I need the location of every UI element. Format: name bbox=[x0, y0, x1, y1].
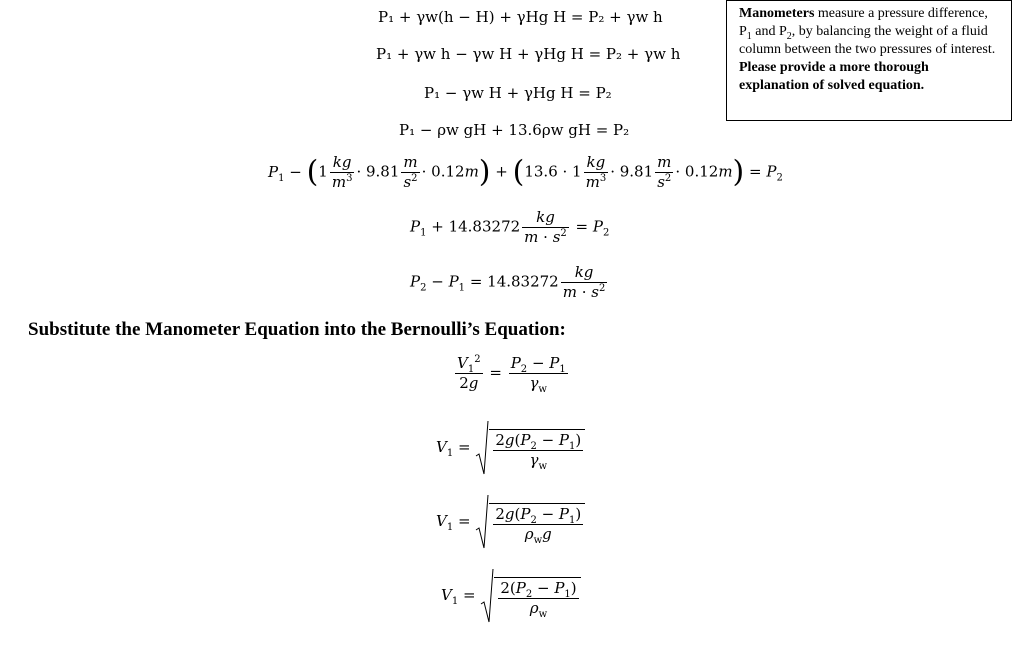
section-heading: Substitute the Manometer Equation into the Bernoulli’s Equation: bbox=[28, 319, 566, 340]
note-text-2: and P bbox=[751, 24, 787, 39]
equation-1 bbox=[378, 10, 663, 25]
note-sub-1: 1 bbox=[746, 30, 752, 42]
equation-2 bbox=[376, 47, 680, 62]
equation-3 bbox=[424, 86, 612, 101]
equation-9: $V_1$ = $\frac{2g(P_2 - P_1)}{\gamma_w}$ bbox=[436, 420, 585, 476]
equation-5-g: · 9.81 bbox=[356, 162, 400, 181]
equation-6: $P_1 + 14.83272$ $\frac{kg}{m \cdot s^2}$ = $P_2$ bbox=[410, 208, 610, 246]
equation-5-h: · 0.12 bbox=[421, 162, 465, 181]
equation-5: $P_1 - (1$ $\frac{kg}{m^3}$ · 9.81 $\frac{m}{s^2}$ · 0.12m) + (13.6 · 1 $\frac{kg}{m^3}$ · 9.81 $\frac{m}{s^2}$ · $0.12m) = P_2$ bbox=[268, 153, 783, 191]
equation-7-coef: 14.83272 bbox=[487, 272, 559, 291]
note-sub-2: 2 bbox=[786, 30, 792, 42]
note-text-3: , by balancing the weight of a fluid column between the two pressures of interest. bbox=[739, 24, 996, 57]
equation-8: $\frac{V_1^2}{2g}$ = $\frac{P_2 - P_1}{\gamma_w}$ bbox=[457, 354, 566, 395]
equation-4-text: P₁ − ρw gH + 13.6ρw gH = P₂ bbox=[399, 121, 630, 139]
equation-11: $V_1$ = $\frac{2(P_2 - P_1)}{\rho_w}$ bbox=[441, 568, 581, 624]
note-text-1: measure a pressure difference, P bbox=[739, 6, 988, 39]
equation-1-text: P₁ + γw(h − H) + γHg H = P₂ + γw h bbox=[378, 8, 663, 26]
equation-2-text: P₁ + γw h − γw H + γHg H = P₂ + γw h bbox=[376, 45, 681, 63]
equation-3-text: P₁ − γw H + γHg H = P₂ bbox=[424, 84, 612, 102]
note-term: Manometers bbox=[739, 6, 815, 21]
equation-10: $V_1$ = $\frac{2g(P_2 - P_1)}{\rho_wg}$ bbox=[436, 494, 585, 550]
explanation-note bbox=[726, 0, 1012, 121]
equation-7: $P_2 - P_1 = 14.83272$ $\frac{kg}{m \cdot s^2}$ bbox=[410, 263, 606, 301]
equation-5-hg: 13.6 · 1 bbox=[524, 162, 582, 181]
note-request: Please provide a more thorough explanation of solved equation. bbox=[739, 60, 929, 93]
equation-6-coef: 14.83272 bbox=[448, 217, 521, 236]
equation-4 bbox=[399, 123, 629, 138]
